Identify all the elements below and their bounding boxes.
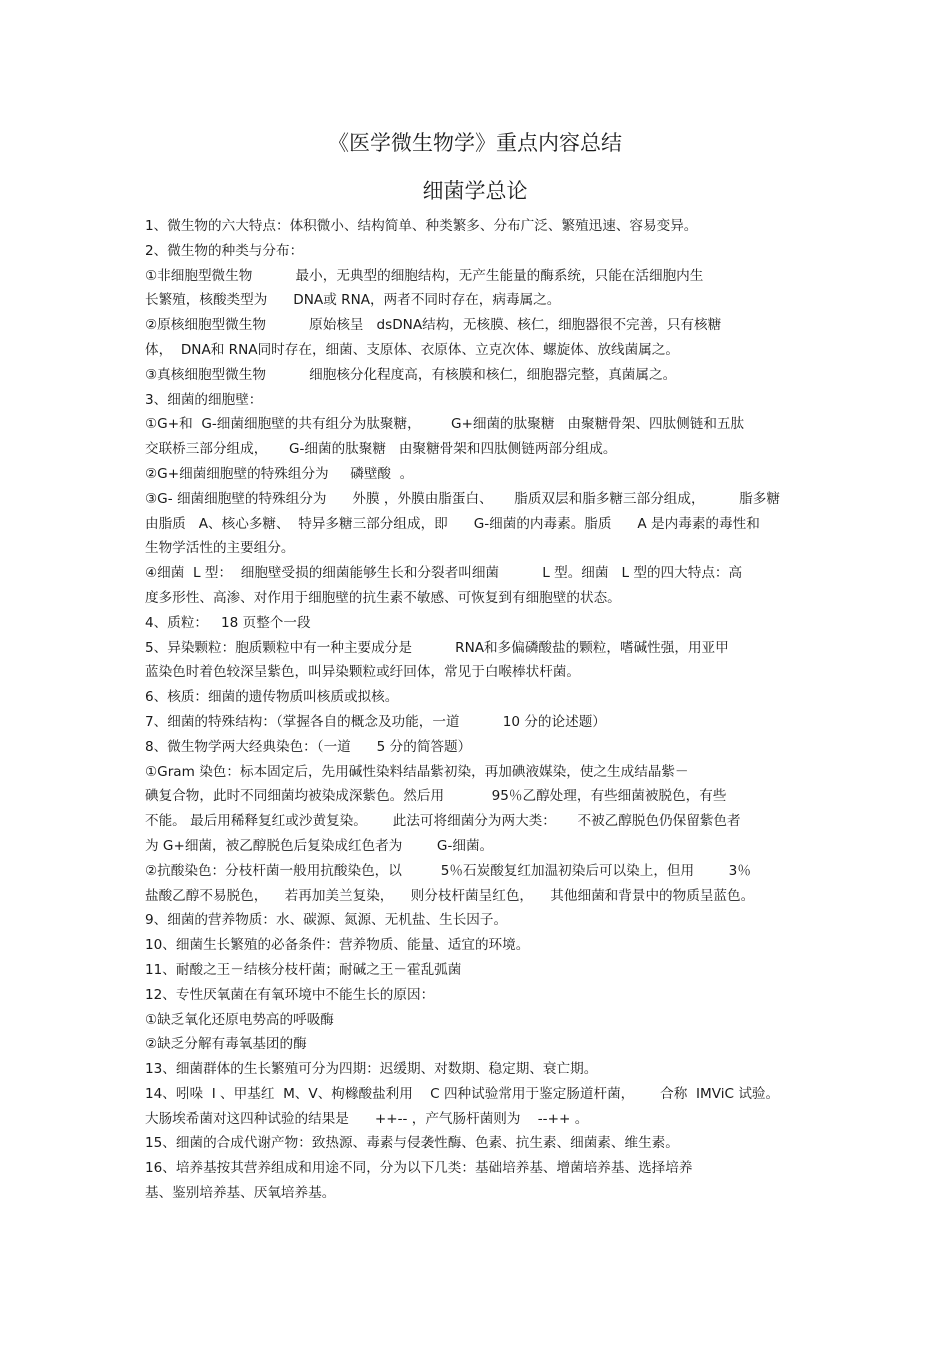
text-line: 16、培养基按其营养组成和用途不同，分为以下几类：基础培养基、增菌培养基、选择培养 bbox=[145, 1160, 693, 1177]
text-line: 交联桥三部分组成， G-细菌的肽聚糖 由聚糖骨架和四肽侧链两部分组成。 bbox=[145, 441, 617, 458]
text-line: 大肠埃希菌对这四种试验的结果是 ++-- ，产气肠杆菌则为 --++ 。 bbox=[145, 1110, 589, 1127]
text-line: 不能。 最后用稀释复红或沙黄复染。 此法可将细菌分为两大类： 不被乙醇脱色仍保留紫色者 bbox=[145, 813, 741, 830]
text-line: 15、细菌的合成代谢产物：致热源、毒素与侵袭性酶、色素、抗生素、细菌素、维生素。 bbox=[145, 1135, 679, 1152]
text-line: 9、细菌的营养物质：水、碳源、氮源、无机盐、生长因子。 bbox=[145, 912, 508, 929]
text-line: ②G+细菌细胞壁的特殊组分为 磷壁酸 。 bbox=[145, 465, 414, 482]
text-line: 生物学活性的主要组分。 bbox=[145, 540, 295, 557]
text-line: ①非细胞型微生物 最小，无典型的细胞结构，无产生能量的酶系统，只能在活细胞内生 bbox=[145, 267, 704, 284]
text-line: 4、质粒： 18 页整个一段 bbox=[145, 614, 311, 631]
text-line: 10、细菌生长繁殖的必备条件：营养物质、能量、适宜的环境。 bbox=[145, 937, 530, 954]
text-line: 11、耐酸之王－结核分枝杆菌；耐碱之王－霍乱弧菌 bbox=[145, 961, 462, 978]
text-line: ①缺乏氧化还原电势高的呼吸酶 bbox=[145, 1011, 334, 1028]
text-line: ②抗酸染色：分枝杆菌一般用抗酸染色，以 5％石炭酸复红加温初染后可以染上，但用 3％ bbox=[145, 862, 751, 879]
document-title: 《医学微生物学》重点内容总结 bbox=[328, 131, 622, 155]
text-line: 5、异染颗粒：胞质颗粒中有一种主要成分是 RNA和多偏磷酸盐的颗粒，嗜碱性强，用亚甲 bbox=[145, 639, 729, 656]
text-line: 13、细菌群体的生长繁殖可分为四期：迟缓期、对数期、稳定期、衰亡期。 bbox=[145, 1061, 598, 1078]
text-line: 蓝染色时着色较深呈紫色，叫异染颗粒或纡回体，常见于白喉棒状杆菌。 bbox=[145, 664, 580, 681]
text-line: 基、鉴别培养基、厌氧培养基。 bbox=[145, 1185, 336, 1202]
text-line: 碘复合物，此时不同细菌均被染成深紫色。然后用 95％乙醇处理，有些细菌被脱色，有些 bbox=[145, 788, 727, 805]
text-line: ③G- 细菌细胞壁的特殊组分为 外膜 ，外膜由脂蛋白、 脂质双层和脂多糖三部分组成， 脂多糖 bbox=[145, 490, 780, 507]
text-line: 14、吲哚 I 、甲基红 M、V、枸橼酸盐利用 C 四种试验常用于鉴定肠道杆菌， 合称 IMViC 试验。 bbox=[145, 1085, 780, 1102]
text-line: 7、细菌的特殊结构：（掌握各自的概念及功能，一道 10 分的论述题） bbox=[145, 713, 606, 730]
text-line: 8、微生物学两大经典染色：（一道 5 分的简答题） bbox=[145, 738, 472, 755]
text-line: 由脂质 A、核心多糖、 特异多糖三部分组成，即 G-细菌的内毒素。脂质 A 是内毒素的毒性和 bbox=[145, 515, 760, 532]
text-line: 12、专性厌氧菌在有氧环境中不能生长的原因： bbox=[145, 986, 435, 1003]
text-line: 6、核质：细菌的遗传物质叫核质或拟核。 bbox=[145, 689, 399, 706]
text-line: ①Gram 染色：标本固定后，先用碱性染料结晶紫初染，再加碘液媒染，使之生成结晶紫－ bbox=[145, 763, 689, 780]
text-line: 长繁殖，核酸类型为 DNA或 RNA，两者不同时存在，病毒属之。 bbox=[145, 292, 561, 309]
section-heading: 细菌学总论 bbox=[422, 179, 528, 203]
text-line: 盐酸乙醇不易脱色， 若再加美兰复染， 则分枝杆菌呈红色， 其他细菌和背景中的物质呈蓝色。 bbox=[145, 887, 755, 904]
text-line: 2、微生物的种类与分布： bbox=[145, 242, 304, 259]
text-line: 为 G+细菌，被乙醇脱色后复染成红色者为 G-细菌。 bbox=[145, 837, 494, 854]
text-line: ②缺乏分解有毒氧基团的酶 bbox=[145, 1036, 307, 1053]
text-line: 体， DNA和 RNA同时存在，细菌、支原体、衣原体、立克次体、螺旋体、放线菌属之。 bbox=[145, 341, 679, 358]
text-line: 3、细菌的细胞壁： bbox=[145, 391, 263, 408]
text-line: ②原核细胞型微生物 原始核呈 dsDNA结构，无核膜、核仁，细胞器很不完善，只有核糖 bbox=[145, 317, 722, 334]
text-line: ③真核细胞型微生物 细胞核分化程度高，有核膜和核仁，细胞器完整，真菌属之。 bbox=[145, 366, 677, 383]
text-line: ①G+和 G-细菌细胞壁的共有组分为肽聚糖， G+细菌的肽聚糖 由聚糖骨架、四肽侧链和五肽 bbox=[145, 416, 745, 433]
text-line: 1、微生物的六大特点：体积微小、结构简单、种类繁多、分布广泛、繁殖迅速、容易变异。 bbox=[145, 218, 698, 234]
document-body bbox=[145, 214, 825, 1206]
text-line: ④细菌 L 型： 细胞壁受损的细菌能够生长和分裂者叫细菌 L 型。细菌 L 型的四大特点：高 bbox=[145, 565, 743, 582]
text-line: 度多形性、高渗、对作用于细胞壁的抗生素不敏感、可恢复到有细胞壁的状态。 bbox=[145, 589, 621, 606]
